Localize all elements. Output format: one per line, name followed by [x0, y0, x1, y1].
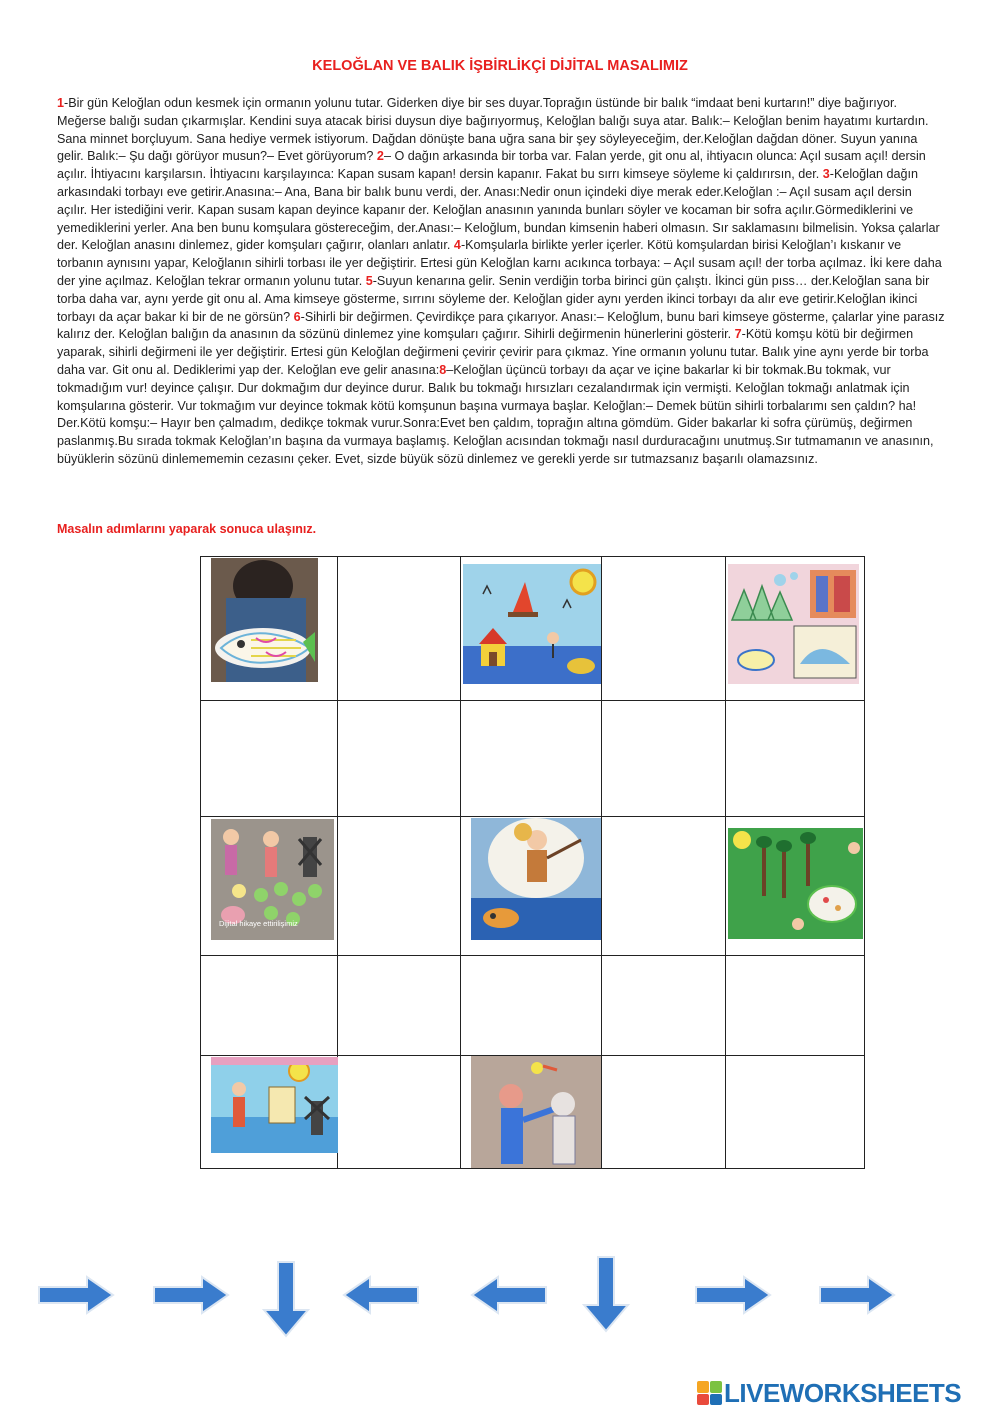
photo-caption: Dijital hikaye ettirilişimiz	[219, 919, 298, 928]
arrow-left-icon	[470, 1275, 548, 1315]
child-holding-fish-drawing	[211, 558, 318, 682]
step-text: -Bir gün Keloğlan odun kesmek için ormanın yolunu tutar. Giderken diye bir ses duyar.Toprağın üstünde bir balık “imdaat beni kurtarın!” diye bağırıyor. Meğerse balığı sudan çıkarmışlar. Kendini suya atacak birisi duysun diye bağırıyormuş, Keloğlan balığı suya atar. Balık:– Keloğlan benim hayatımı kurtardın. Sana minnet borçluyum. Sana hediye vermek istiyorum. Dağdan dönüşte bana uğra sana bir şey söyleyeceğim, der.Keloğlan dağdan döner. Suyun yanına gelir. Balık:– Şu dağı görüyor musun?– Evet görüyorum?	[57, 96, 929, 164]
step-number: 8	[439, 362, 447, 377]
grid-cell	[602, 701, 726, 817]
instruction-text: Masalın adımlarını yaparak sonuca ulaşınız.	[57, 522, 317, 536]
grid-cell	[338, 817, 461, 956]
grid-cell	[726, 817, 865, 956]
grid-cell	[201, 817, 338, 956]
two-figures-drawing	[471, 1056, 601, 1168]
step-text: -Kötü komşu kötü bir değirmen yaparak, sihirli değirmeni ile yer değiştirir. Ertesi gün Keloğlan değirmeni çevirir çevirir para çıkmaz. Yine ormanın yolunu tutar. Balık yine aynı yerde bir torba daha var. Git onu al. Dediklerimi yap der. Keloğlan eve gelir anasına:	[57, 327, 929, 377]
digital-story-figures-drawing	[211, 819, 334, 940]
logo-text: LIVEWORKSHEETS	[724, 1377, 962, 1408]
grid-cell	[201, 1056, 338, 1169]
grid-cell	[726, 557, 865, 701]
arrow-down-icon	[582, 1255, 630, 1333]
grid-cell	[602, 817, 726, 956]
arrow-left-icon	[342, 1275, 420, 1315]
step-number: 3	[822, 167, 830, 182]
mountains-and-village-drawing	[728, 564, 859, 684]
grid-cell	[201, 557, 338, 701]
step-number: 4	[453, 238, 461, 253]
logo-mark-icon	[697, 1381, 721, 1405]
grid-cell	[338, 557, 461, 701]
grid-cell	[602, 1056, 726, 1169]
arrow-right-icon	[37, 1275, 115, 1315]
step-text: -Komşularla birlikte yerler içerler. Kötü komşulardan birisi Keloğlan’ı kıskanır ve torbanın aynısını yapar, Keloğlanın sihirli torbası ile yer değiştirir. Ertesi gün Keloğlan karnı acıkınca torbaya: – Açıl susam açıl! der torba açılmaz. İki kere daha der yine açılmaz. Keloğlan tekrar ormanın yolunu tutar.	[57, 238, 942, 288]
grid-cell	[461, 956, 602, 1056]
step-text: -Suyun kenarına gelir. Senin verdiğin torba birinci gün çalıştı. İkinci gün pıss… der.Keloğlan sana bir torba daha var, aynı yerde git onu al. Ama kimseye gösterme, sırrını söyleme der. Keloğlan gider aynı yerden ikinci torbayı da alır eve getirir.Keloğlan ikinci torbayı da açar bakar ki bir de ne görsün?	[57, 273, 930, 324]
grid-cell	[461, 817, 602, 956]
step-number: 7	[734, 327, 742, 342]
arrow-right-icon	[694, 1275, 772, 1315]
step-text: –Keloğlan üçüncü torbayı da açar ve içine bakarlar ki bir tokmak.Bu tokmak, vur tokmadığım vur! deyince çalışır. Dur dokmağım dur deyince durur. Balık bu tokmağı hırsızları cezalandırmak için vermişti. Keloğlan tokmağı anlatmak için komşularına gösterir. Vur tokmağım vur deyince tokmak kötü komşunun başına vurmaya başlar. Keloğlan:– Demek bütün sihirli torbalarımı sen çaldın? ha! Der.Kötü komşu:– Hayır ben çalmadım, dedikçe tokmak vurur.Sonra:Evet ben çaldım, toprağın altına gömdüm. Gider bakarlar ki sofra çürümüş, değirmen paslanmış.Bu sırada tokmak Keloğlan’ın başına da vurmaya başlamış. Keloğlan acısından tokmağı nasıl durduracağını unutmuş.Sır tutmamanın ve anasının, büyüklerin sözünü dinlemememin cezasını çeker. Evet, sizde büyük sözü dinlemez ve gerekli yerde sır tutmazsanız başarılı olamazsınız.	[57, 362, 934, 466]
grid-cell	[461, 701, 602, 817]
step-number: 5	[365, 273, 373, 288]
step-number: 1	[57, 96, 65, 110]
windmill-scene-drawing	[211, 1057, 338, 1153]
keloglan-with-fish-drawing	[471, 818, 601, 940]
arrow-down-icon	[262, 1260, 310, 1338]
arrow-right-icon	[152, 1275, 230, 1315]
grid-cell	[338, 956, 461, 1056]
grid-cell	[201, 956, 338, 1056]
grid-cell	[338, 1056, 461, 1169]
page-title: KELOĞLAN VE BALIK İŞBİRLİKÇİ DİJİTAL MASALIMIZ	[312, 58, 688, 74]
grid-cell	[726, 701, 865, 817]
step-text: – O dağın arkasında bir torba var. Falan yerde, git onu al, ihtiyacın olunca: Açıl susam açıl! dersin açılır. İhtiyacını karşılarsın. İhtiyacını karşılayınca: Kapan susam kapan! dersin kapanır. Fakat bu sırrı kimseye söyleme ki çaldırırsın, der.	[57, 149, 926, 182]
grid-cell	[201, 701, 338, 817]
story-grid	[200, 556, 865, 1169]
forest-and-turtle-drawing	[728, 828, 863, 939]
liveworksheets-logo	[697, 1378, 961, 1408]
grid-cell	[461, 557, 602, 701]
step-number: 2	[376, 149, 384, 164]
step-text: -Sihirli bir değirmen. Çevirdikçe para çıkarıyor. Anası:– Keloğlum, bunu bari kimseye gösterme, çalarlar yine parasız kalırız der. Keloğlan balığın da anasının da sözünü dinlemez yine komşuları çağırır. Sihirli değirmenin hünerlerini gösterir.	[57, 309, 945, 342]
step-number: 6	[293, 309, 301, 324]
arrow-row	[0, 1255, 1000, 1345]
grid-cell	[726, 1056, 865, 1169]
grid-cell	[602, 956, 726, 1056]
step-text: -Keloğlan dağın arkasındaki torbayı eve getirir.Anasına:– Ana, Bana bir balık bunu verdi, der. Anası:Nedir onun içindeki diye merak eder.Keloğlan :– Açıl susam açıl dersin açılır. Her istediğini verir. Kapan susam kapan deyince kapanır der. Keloğlan anasının yanında bunları söyler ve kocaman bir sofra açılır.Görmediklerini ve yemediklerini yerler. Ana ben bunu komşulara göstereceğim, der.Anası:– Keloğlum, bundan kimsenin haberi olmasın. Sır saklamasını bilmelisin. Yoksa çalarlar der. Keloğlan anasını dinlemez, gider komşuları çağırır, olanları anlatır.	[57, 167, 940, 253]
grid-cell	[602, 557, 726, 701]
grid-cell	[338, 701, 461, 817]
house-sailboat-sun-drawing	[463, 564, 601, 684]
grid-cell	[461, 1056, 602, 1169]
arrow-right-icon	[818, 1275, 896, 1315]
story-text	[57, 95, 945, 469]
grid-cell	[726, 956, 865, 1056]
